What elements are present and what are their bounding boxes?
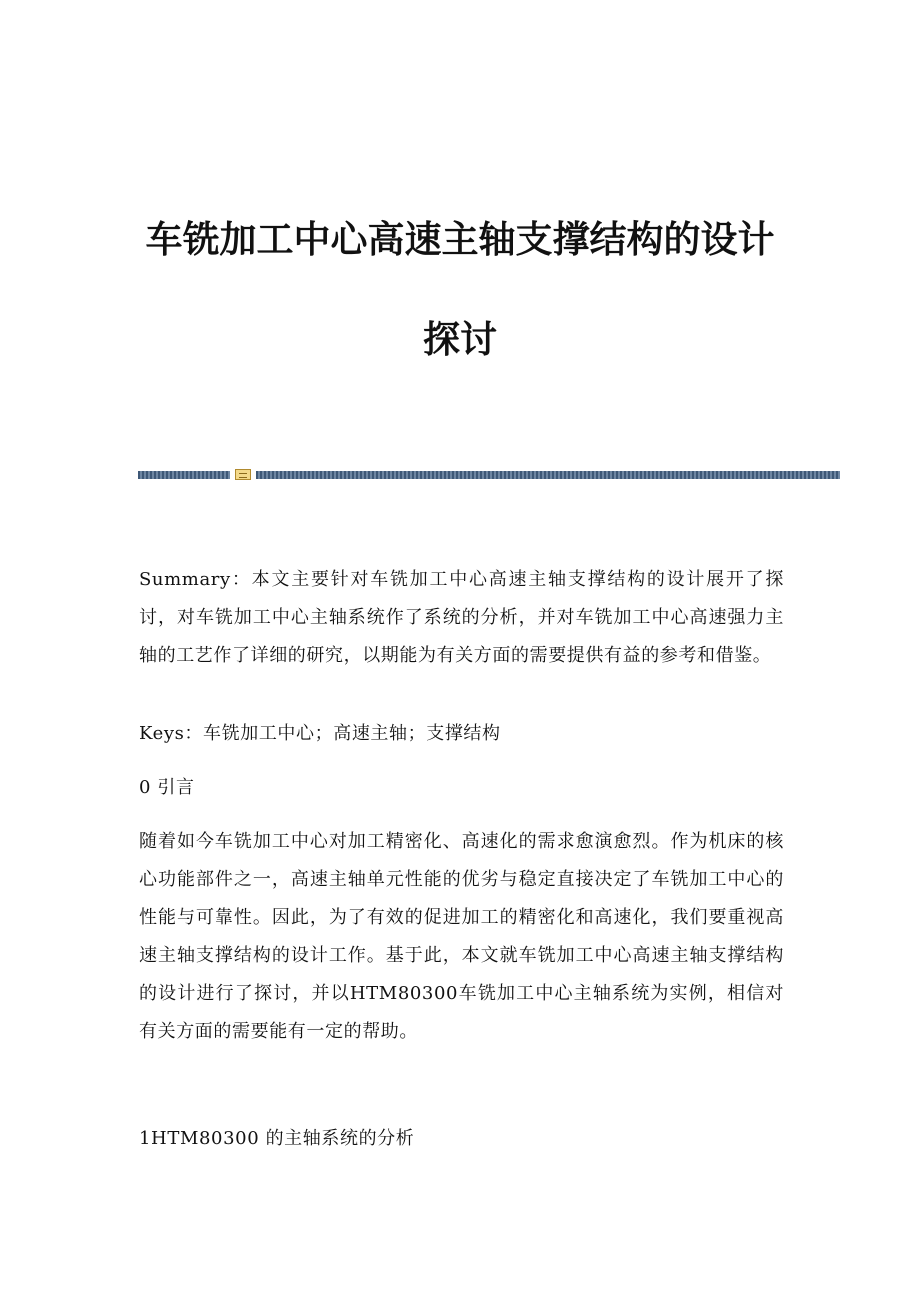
- divider-ornament-icon: [235, 469, 251, 480]
- keywords-paragraph: Keys：车铣加工中心；高速主轴；支撑结构: [139, 723, 501, 744]
- divider-bar-right: [256, 471, 840, 479]
- intro-heading-section: [139, 769, 784, 807]
- intro-paragraph: 随着如今车铣加工中心对加工精密化、高速化的需求愈演愈烈。作为机床的核心功能部件之一，高速主轴单元性能的优劣与稳定直接决定了车铣加工中心的性能与可靠性。因此，为了有效的促进加工的精密化和高速化，我们要重视高速主轴支撑结构的设计工作。基于此，本文就车铣加工中心高速主轴支撑结构的设计进行了探讨，并以HTM80300车铣加工中心主轴系统为实例，相信对有关方面的需要能有一定的帮助。: [139, 831, 784, 1042]
- document-title-line-1: 车铣加工中心高速主轴支撑结构的设计: [145, 218, 775, 261]
- summary-section: [139, 561, 784, 675]
- intro-body-section: [139, 823, 784, 1051]
- keywords-section: [139, 715, 784, 753]
- intro-heading: 0 引言: [139, 777, 195, 798]
- title-divider: [138, 468, 840, 482]
- document-title-line-2: 探讨: [423, 318, 497, 361]
- section-1-heading-section: [139, 1120, 784, 1158]
- divider-bar-left: [138, 471, 230, 479]
- section-1-heading: 1HTM80300 的主轴系统的分析: [139, 1128, 415, 1149]
- summary-paragraph: Summary：本文主要针对车铣加工中心高速主轴支撑结构的设计展开了探讨，对车铣加工中心主轴系统作了系统的分析，并对车铣加工中心高速强力主轴的工艺作了详细的研究，以期能为有关方面的需要提供有益的参考和借鉴。: [139, 569, 784, 666]
